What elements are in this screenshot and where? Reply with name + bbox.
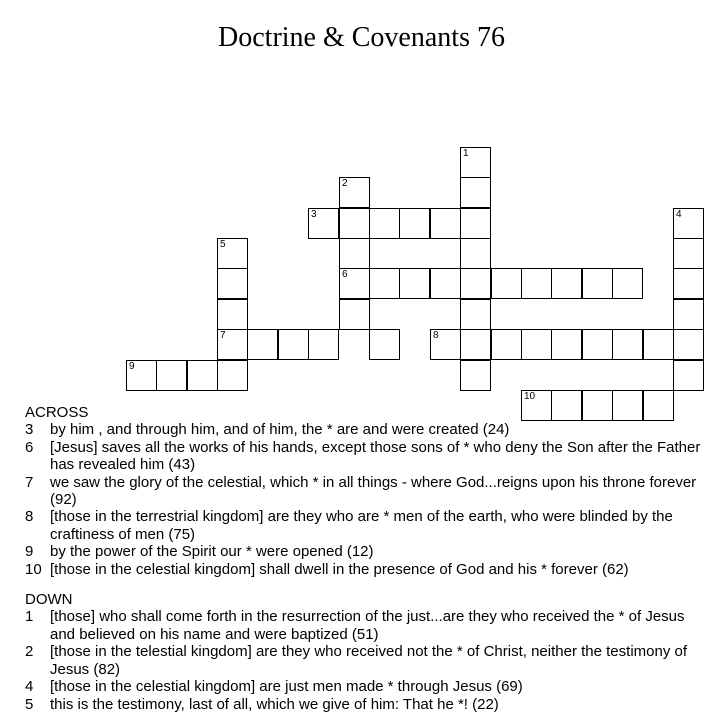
clue-item <box>25 561 705 578</box>
clue-text: [those in the terrestrial kingdom] are they who are * men of the earth, who were blinded by the craftiness of men (75) <box>50 508 673 543</box>
across-heading: ACROSS <box>25 404 89 421</box>
crossword-cell[interactable] <box>612 329 643 360</box>
crossword-cell[interactable] <box>460 329 491 360</box>
clue-text: this is the testimony, last of all, which we give of him: That he *! (22) <box>50 695 499 713</box>
clue-number: 3 <box>25 421 34 439</box>
clue-number: 5 <box>25 695 34 713</box>
crossword-cell[interactable] <box>217 238 248 269</box>
crossword-cell[interactable] <box>339 238 370 269</box>
cell-number: 6 <box>342 269 348 280</box>
crossword-cell[interactable] <box>521 268 552 299</box>
across-clue-list <box>25 421 705 578</box>
clue-number: 10 <box>25 560 42 578</box>
crossword-cell[interactable] <box>673 329 704 360</box>
crossword-cell[interactable] <box>491 329 522 360</box>
crossword-cell[interactable] <box>187 360 218 391</box>
crossword-cell[interactable] <box>430 208 461 239</box>
crossword-cell[interactable] <box>217 329 248 360</box>
page-title: Doctrine & Covenants 76 <box>218 22 505 53</box>
crossword-cell[interactable] <box>460 238 491 269</box>
clue-text: [those in the telestial kingdom] are they who received not the * of Christ, neither the testimony of Jesus (82) <box>50 643 688 678</box>
crossword-cell[interactable] <box>551 268 582 299</box>
cell-number: 8 <box>433 330 439 341</box>
clue-number: 1 <box>25 608 34 626</box>
crossword-cell[interactable] <box>673 268 704 299</box>
crossword-cell[interactable] <box>551 329 582 360</box>
cell-number: 1 <box>463 148 469 159</box>
cell-number: 4 <box>676 209 682 220</box>
crossword-cell[interactable] <box>612 268 643 299</box>
crossword-cell[interactable] <box>582 329 613 360</box>
crossword-cell[interactable] <box>156 360 187 391</box>
clue-number: 7 <box>25 473 34 491</box>
crossword-cell[interactable] <box>339 299 370 330</box>
clue-item <box>25 643 705 678</box>
clue-item <box>25 439 705 474</box>
cell-number: 10 <box>524 391 536 402</box>
crossword-cell[interactable] <box>369 268 400 299</box>
crossword-cell[interactable] <box>369 329 400 360</box>
crossword-cell[interactable] <box>217 299 248 330</box>
clue-text: by the power of the Spirit our * were opened (12) <box>50 543 374 561</box>
clue-text: [those] who shall come forth in the resurrection of the just...are they who received the * of Jesus and believed on his name and were baptized (51) <box>50 608 685 643</box>
clues-section <box>25 404 705 713</box>
crossword-cell[interactable] <box>521 329 552 360</box>
crossword-cell[interactable] <box>673 299 704 330</box>
crossword-cell[interactable] <box>217 360 248 391</box>
crossword-cell[interactable] <box>673 208 704 239</box>
clue-number: 2 <box>25 643 34 661</box>
clue-number: 6 <box>25 438 34 456</box>
clue-item <box>25 421 705 438</box>
crossword-cell[interactable] <box>369 208 400 239</box>
down-heading: DOWN <box>25 591 73 609</box>
cell-number: 5 <box>220 239 226 250</box>
cell-number: 7 <box>220 330 226 341</box>
cell-number: 2 <box>342 178 348 189</box>
crossword-cell[interactable] <box>643 329 674 360</box>
crossword-cell[interactable] <box>399 268 430 299</box>
crossword-cell[interactable] <box>460 268 491 299</box>
crossword-cell[interactable] <box>278 329 309 360</box>
clue-text: [Jesus] saves all the works of his hands, except those sons of * who deny the Son after the Father has revealed him (43) <box>50 438 701 474</box>
clue-text: we saw the glory of the celestial, which * in all things - where God...reigns upon his throne forever (92) <box>50 473 697 509</box>
clue-item <box>25 678 705 695</box>
crossword-cell[interactable] <box>247 329 278 360</box>
clue-number: 4 <box>25 678 34 696</box>
crossword-cell[interactable] <box>582 268 613 299</box>
crossword-cell[interactable] <box>217 268 248 299</box>
clue-text: [those in the celestial kingdom] shall dwell in the presence of God and his * forever (62) <box>50 560 629 578</box>
clue-text: by him , and through him, and of him, the * are and were created (24) <box>50 421 510 439</box>
crossword-cell[interactable] <box>460 360 491 391</box>
clue-item <box>25 608 705 643</box>
crossword-cell[interactable] <box>308 208 339 239</box>
crossword-cell[interactable] <box>430 329 461 360</box>
clue-item <box>25 696 705 713</box>
cell-number: 9 <box>129 361 135 372</box>
crossword-cell[interactable] <box>460 177 491 208</box>
crossword-cell[interactable] <box>308 329 339 360</box>
clue-item <box>25 474 705 509</box>
crossword-cell[interactable] <box>430 268 461 299</box>
crossword-cell[interactable] <box>673 238 704 269</box>
crossword-cell[interactable] <box>460 147 491 178</box>
crossword-cell[interactable] <box>673 360 704 391</box>
crossword-cell[interactable] <box>339 177 370 208</box>
crossword-cell[interactable] <box>339 208 370 239</box>
crossword-cell[interactable] <box>460 299 491 330</box>
clue-number: 8 <box>25 508 34 526</box>
crossword-cell[interactable] <box>126 360 157 391</box>
down-clue-list <box>25 608 705 712</box>
clue-item <box>25 543 705 560</box>
clue-text: [those in the celestial kingdom] are just men made * through Jesus (69) <box>50 678 523 696</box>
crossword-cell[interactable] <box>460 208 491 239</box>
crossword-cell[interactable] <box>339 268 370 299</box>
clue-number: 9 <box>25 543 34 561</box>
clue-item <box>25 508 705 543</box>
crossword-cell[interactable] <box>399 208 430 239</box>
cell-number: 3 <box>311 209 317 220</box>
crossword-cell[interactable] <box>491 268 522 299</box>
